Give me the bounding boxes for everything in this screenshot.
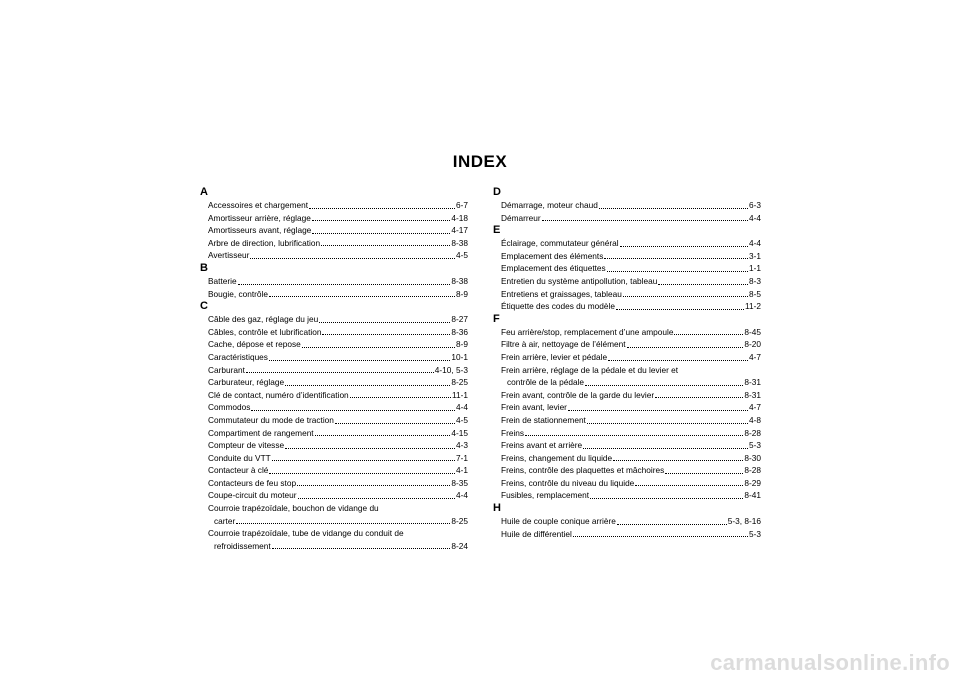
index-entry-text: Freins (501, 427, 525, 438)
index-entry-page: 5-3 (749, 528, 761, 539)
index-entry-text: Freins, contrôle du niveau du liquide (501, 477, 635, 488)
index-entry (200, 427, 468, 440)
watermark: carmanualsonline.info (710, 650, 950, 675)
leader-dots (251, 402, 455, 411)
index-entry (200, 401, 468, 414)
index-entry (493, 237, 761, 250)
leader-dots (236, 515, 450, 524)
index-entry-text: Huile de différentiel (501, 528, 572, 539)
index-entry-text: Frein arrière, levier et pédale (501, 351, 608, 362)
index-entry-page: 8-31 (744, 389, 761, 400)
index-section-e (493, 224, 761, 313)
index-entry-text: Filtre à air, nettoyage de l’élément (501, 339, 626, 350)
index-entry-text: Courroie trapézoïdale, bouchon de vidange du (208, 503, 379, 514)
index-entry-text: Fusibles, remplacement (501, 490, 590, 501)
index-entry (200, 477, 468, 490)
index-entry-page: 4-1 (456, 465, 468, 476)
index-entry (493, 489, 761, 502)
index-entry-text: Emplacement des éléments (501, 250, 604, 261)
index-entry-page: 4-15 (451, 427, 468, 438)
index-entry-page: 8-41 (744, 490, 761, 501)
index-entry-page: 4-4 (456, 490, 468, 501)
index-entry (493, 300, 761, 313)
index-entry (200, 224, 468, 237)
leader-dots (269, 288, 455, 297)
index-entry (493, 414, 761, 427)
index-entry-page: 8-20 (744, 339, 761, 350)
index-entry-text: Conduite du VTT (208, 452, 271, 463)
leader-dots (297, 477, 450, 486)
index-entry (200, 237, 468, 250)
index-entry (493, 199, 761, 212)
leader-dots (616, 301, 744, 310)
leader-dots (322, 326, 450, 335)
index-entry-page: 4-7 (749, 351, 761, 362)
index-entry-page: 4-4 (749, 238, 761, 249)
index-entry-page: 4-18 (451, 212, 468, 223)
index-entry (200, 249, 468, 262)
index-entry (493, 515, 761, 528)
index-entry-text: Éclairage, commutateur général (501, 238, 619, 249)
index-entry (493, 338, 761, 351)
index-entry-page: 10-1 (451, 351, 468, 362)
index-section-c (200, 300, 468, 552)
index-entry (493, 427, 761, 440)
leader-dots (604, 250, 748, 259)
leader-dots (599, 200, 748, 209)
index-entry-page: 4-5 (456, 414, 468, 425)
index-entry (493, 250, 761, 263)
index-entry (200, 326, 468, 339)
index-entry-text: Freins, contrôle des plaquettes et mâchoires (501, 465, 665, 476)
leader-dots (627, 339, 744, 348)
index-entry (200, 288, 468, 301)
index-entry (493, 376, 761, 389)
index-entry-text: Bougie, contrôle (208, 288, 268, 299)
index-entry-continuation: carter (214, 515, 236, 526)
leader-dots (613, 452, 743, 461)
index-entry-page: 4-5 (456, 250, 468, 261)
index-entry (200, 414, 468, 427)
index-column-left (200, 186, 468, 552)
index-entry-page: 8-9 (456, 288, 468, 299)
leader-dots (272, 452, 455, 461)
leader-dots (542, 212, 748, 221)
index-entry-page: 11-1 (452, 389, 468, 400)
leader-dots (674, 326, 743, 335)
index-entry (200, 364, 468, 377)
index-entry-page: 1-1 (749, 263, 761, 274)
index-entry-page: 8-31 (744, 377, 761, 388)
leader-dots (312, 225, 450, 234)
index-entry-text: Freins, changement du liquide (501, 452, 613, 463)
leader-dots (655, 389, 743, 398)
index-entry-text: Frein avant, contrôle de la garde du levier (501, 389, 655, 400)
index-entry-page: 4-17 (451, 225, 468, 236)
index-entry (200, 199, 468, 212)
index-entry-page: 8-36 (451, 326, 468, 337)
index-entry (200, 351, 468, 364)
index-entry-page: 6-7 (456, 200, 468, 210)
index-entry-page: 5-3 (749, 440, 761, 451)
leader-dots (617, 516, 727, 525)
index-entry-page: 8-5 (749, 288, 761, 299)
leader-dots (608, 352, 748, 361)
index-entry-page: 8-25 (451, 377, 468, 388)
index-entry-text: Frein avant, levier (501, 402, 567, 413)
index-entry (200, 212, 468, 225)
index-entry (200, 515, 468, 528)
index-entry-text: Carburant (208, 364, 245, 375)
index-entry-text: Coupe-circuit du moteur (208, 490, 297, 501)
leader-dots (658, 276, 748, 285)
index-entry-text: Câbles, contrôle et lubrification (208, 326, 322, 337)
leader-dots (269, 465, 455, 474)
index-entry-text: Freins avant et arrière (501, 440, 583, 451)
index-entry-text: Contacteurs de feu stop (208, 477, 297, 488)
index-entry-text: Démarreur (501, 212, 541, 223)
leader-dots (620, 238, 748, 247)
index-entry (493, 326, 761, 339)
index-entry-page: 8-28 (744, 465, 761, 476)
index-entry-page: 4-7 (749, 402, 761, 413)
index-entry-page: 8-3 (749, 275, 761, 286)
leader-dots (585, 377, 743, 386)
index-entry-page: 3-1 (749, 250, 761, 261)
index-entry-page: 8-24 (451, 540, 468, 551)
index-entry-text: Arbre de direction, lubrification (208, 237, 321, 248)
index-entry-page: 8-35 (451, 477, 468, 488)
index-entry-text: Amortisseurs avant, réglage (208, 225, 312, 236)
index-entry-text: Entretien du système antipollution, tableau (501, 275, 658, 286)
leader-dots (635, 477, 743, 486)
index-entry-text: Commodos (208, 402, 251, 413)
index-entry-page: 4-10, 5-3 (434, 364, 468, 375)
leader-dots (525, 427, 743, 436)
index-entry-page: 5-3, 8-16 (727, 516, 761, 527)
leader-dots (302, 339, 455, 348)
leader-dots (583, 440, 748, 449)
index-entry-page: 11-2 (745, 301, 761, 312)
index-entry (200, 275, 468, 288)
leader-dots (246, 364, 434, 373)
index-entry (200, 439, 468, 452)
index-entry-text: Accessoires et chargement (208, 200, 309, 210)
section-letter: F (493, 312, 500, 325)
index-entry (493, 389, 761, 402)
leader-dots (312, 212, 451, 221)
section-letter: H (493, 502, 501, 515)
index-entry-text: Frein arrière, réglage de la pédale et du levier et (501, 364, 679, 375)
section-letter: C (200, 300, 208, 313)
index-entry (493, 351, 761, 364)
leader-dots (272, 540, 451, 549)
index-entry (493, 464, 761, 477)
index-section-d (493, 186, 761, 224)
index-entry-text: Huile de couple conique arrière (501, 516, 616, 527)
section-letter: D (493, 186, 501, 198)
leader-dots (250, 250, 455, 259)
index-entry (493, 452, 761, 465)
leader-dots (350, 389, 451, 398)
index-entry (200, 464, 468, 477)
index-entry-text: Contacteur à clé (208, 465, 269, 476)
index-entry (493, 401, 761, 414)
index-entry (493, 212, 761, 225)
index-entry-page: 4-3 (456, 440, 468, 451)
index-entry (493, 439, 761, 452)
index-entry-page: 4-4 (456, 402, 468, 413)
leader-dots (590, 490, 743, 499)
section-letter: E (493, 224, 501, 237)
index-entry-continuation: refroidissement (214, 540, 271, 551)
index-entry-text: Démarrage, moteur chaud (501, 200, 598, 210)
leader-dots (568, 402, 748, 411)
index-entry (493, 275, 761, 288)
index-entry-text: Entretiens et graissages, tableau (501, 288, 622, 299)
leader-dots (319, 314, 450, 323)
section-letter: B (200, 261, 208, 274)
index-entry-text: Avertisseur (208, 250, 250, 261)
leader-dots (587, 415, 748, 424)
index-entry-text: Frein de stationnement (501, 414, 586, 425)
index-entry-page: 8-38 (451, 237, 468, 248)
page-title: INDEX (452, 152, 508, 171)
leader-dots (321, 237, 450, 246)
index-entry-continuation: contrôle de la pédale (507, 377, 585, 388)
index-entry (493, 477, 761, 490)
leader-dots (315, 427, 451, 436)
index-section-h (493, 502, 761, 540)
leader-dots (665, 465, 743, 474)
index-section-b (200, 262, 468, 300)
index-entry-text: Carburateur, réglage (208, 377, 285, 388)
index-entry-page: 6-3 (749, 200, 761, 210)
index-entry-page: 4-4 (749, 212, 761, 223)
index-entry (200, 376, 468, 389)
index-entry-page: 8-38 (451, 275, 468, 286)
index-entry-page: 8-30 (744, 452, 761, 463)
index-entry (493, 288, 761, 301)
index-entry-text: Étiquette des codes du modèle (501, 301, 615, 312)
index-entry-text: Compartiment de rangement (208, 427, 314, 438)
leader-dots (335, 415, 455, 424)
index-entry (200, 452, 468, 465)
index-entry (200, 338, 468, 351)
index-entry (200, 540, 468, 553)
index-entry-page: 7-1 (456, 452, 468, 463)
index-entry-page: 8-27 (451, 314, 468, 325)
section-letter: A (200, 186, 208, 198)
index-entry (200, 313, 468, 326)
index-entry-text: Clé de contact, numéro d’identification (208, 389, 349, 400)
index-section-a (200, 186, 468, 262)
index-entry-text: Courroie trapézoïdale, tube de vidange du conduit de (208, 528, 404, 539)
index-section-f (493, 313, 761, 502)
leader-dots (285, 440, 455, 449)
leader-dots (607, 263, 748, 272)
leader-dots (573, 528, 748, 537)
index-entry-text: Feu arrière/stop, remplacement d’une ampoule (501, 326, 674, 337)
leader-dots (269, 352, 450, 361)
index-entry (493, 262, 761, 275)
index-entry-page: 8-45 (744, 326, 761, 337)
index-entry-page: 4-8 (749, 414, 761, 425)
leader-dots (298, 490, 455, 499)
index-entry (200, 389, 468, 402)
leader-dots (285, 377, 450, 386)
index-entry-text: Emplacement des étiquettes (501, 263, 606, 274)
index-entry-text: Câble des gaz, réglage du jeu (208, 314, 319, 325)
index-entry-text: Amortisseur arrière, réglage (208, 212, 311, 223)
index-entry-text: Commutateur du mode de traction (208, 414, 334, 425)
index-entry-text: Batterie (208, 275, 237, 286)
index-entry-text: Cache, dépose et repose (208, 339, 301, 350)
index-column-right (493, 186, 761, 540)
index-entry-page: 8-25 (451, 515, 468, 526)
index-entry-page: 8-9 (456, 339, 468, 350)
index-entry (493, 528, 761, 541)
index-entry (200, 489, 468, 502)
index-entry-page: 8-29 (744, 477, 761, 488)
index-entry-text: Caractéristiques (208, 351, 268, 362)
leader-dots (309, 200, 455, 209)
leader-dots (623, 288, 748, 297)
leader-dots (238, 276, 451, 285)
index-entry-text: Compteur de vitesse (208, 440, 285, 451)
index-entry-page: 8-28 (744, 427, 761, 438)
